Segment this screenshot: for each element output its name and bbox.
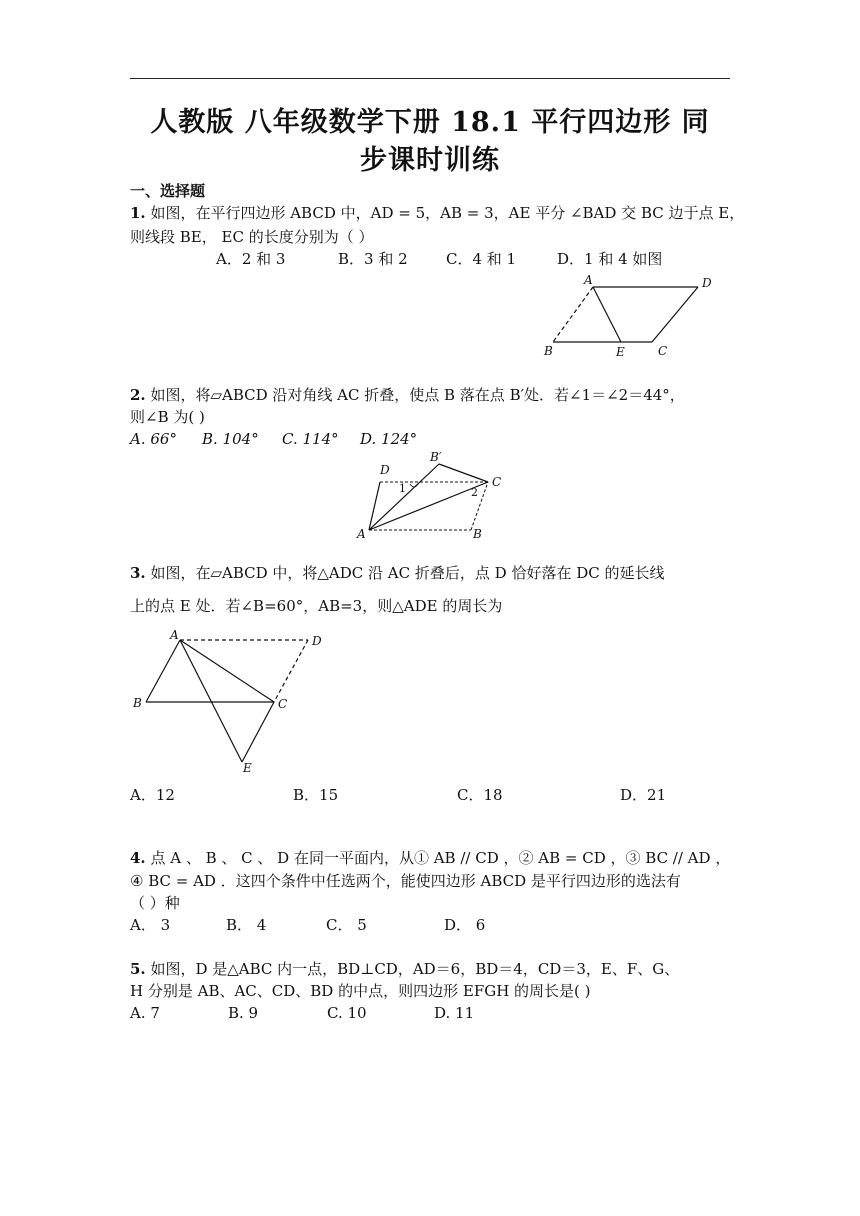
q1-option-c: C．4 和 1: [446, 250, 517, 268]
q4-line-3: （ ）种: [130, 894, 180, 912]
q2-line-2: 则∠B 为( ): [130, 408, 205, 426]
q2-label-d: D: [380, 463, 390, 477]
q2-label-a: A: [357, 527, 366, 541]
q3-option-d: D．21: [620, 786, 667, 804]
q3-number: 3.: [130, 564, 146, 582]
section-heading: 一、选择题: [130, 182, 206, 200]
q5-line-2: H 分别是 AB、AC、CD、BD 的中点，则四边形 EFGH 的周长是( ): [130, 982, 591, 1000]
q1-label-c: C: [658, 344, 668, 358]
page-title: [130, 104, 730, 180]
q3-line-2: 上的点 E 处．若∠B=60°，AB=3，则△ADE 的周长为: [130, 597, 503, 615]
q3-label-b: B: [133, 696, 142, 710]
q2-label-b: B: [473, 527, 482, 541]
q1-label-a: A: [584, 273, 593, 287]
q5-option-c: C. 10: [327, 1004, 367, 1022]
q3-option-a: A．12: [130, 786, 175, 804]
q4-text-1: 点 A 、 B 、 C 、 D 在同一平面内，从① AB // CD ，② AB = CD ，③ BC // AD ，: [150, 849, 731, 867]
title-line-1: 人教版 八年级数学下册 18.1 平行四边形 同: [150, 107, 710, 138]
q3-label-a: A: [170, 628, 179, 642]
q1-number: 1.: [130, 204, 146, 222]
q2-option-a: A. 66°: [130, 430, 177, 448]
q2-label-bprime: B′: [430, 450, 442, 464]
q2-label-c: C: [492, 475, 502, 489]
q3-text-1: 如图，在▱ABCD 中，将△ADC 沿 AC 折叠后，点 D 恰好落在 DC 的延长线: [150, 564, 665, 582]
q3-figure: [128, 626, 338, 776]
q1-option-a: A．2 和 3: [216, 250, 286, 268]
q4-option-a: A． 3: [130, 916, 171, 934]
q3-option-b: B．15: [293, 786, 339, 804]
q2-number: 2.: [130, 386, 146, 404]
q1-option-b: B．3 和 2: [338, 250, 408, 268]
q2-label-angle1: 1: [399, 482, 406, 495]
q3-option-c: C．18: [457, 786, 503, 804]
q5-option-d: D. 11: [434, 1004, 475, 1022]
q3-line-1: [130, 562, 730, 584]
q1-figure: [540, 272, 730, 362]
q2-option-c: C. 114°: [282, 430, 339, 448]
q3-label-d: D: [312, 634, 322, 648]
q1-line-2: 则线段 BE， EC 的长度分别为（ ）: [130, 228, 374, 246]
q2-option-b: B. 104°: [202, 430, 259, 448]
q3-label-e: E: [243, 761, 252, 775]
title-line-2: 步课时训练: [360, 145, 500, 176]
q4-option-c: C． 5: [326, 916, 367, 934]
q4-line-1: [130, 847, 730, 869]
q5-line-1: [130, 958, 730, 980]
q2-line-1: [130, 384, 730, 406]
q4-line-2: ④ BC = AD ．这四个条件中任选两个，能使四边形 ABCD 是平行四边形的选法有: [130, 872, 681, 890]
q3-label-c: C: [278, 697, 288, 711]
q2-text-1: 如图，将▱ABCD 沿对角线 AC 折叠，使点 B 落在点 B′处．若∠1＝∠2＝44°，: [150, 386, 685, 404]
top-rule: [130, 78, 730, 79]
q1-text-1: 如图，在平行四边形 ABCD 中，AD = 5，AB = 3，AE 平分 ∠BAD 交 BC 边于点 E，: [150, 204, 745, 222]
q2-figure: [352, 450, 512, 545]
q5-option-a: A. 7: [130, 1004, 160, 1022]
q2-label-angle2: 2: [471, 486, 478, 499]
q5-number: 5.: [130, 960, 146, 978]
q4-option-d: D． 6: [444, 916, 486, 934]
q4-number: 4.: [130, 849, 146, 867]
q1-label-e: E: [616, 345, 625, 359]
q2-option-d: D. 124°: [360, 430, 418, 448]
q1-option-d: D．1 和 4 如图: [557, 250, 663, 268]
q1-label-b: B: [544, 344, 553, 358]
q5-option-b: B. 9: [228, 1004, 259, 1022]
q4-option-b: B． 4: [226, 916, 267, 934]
q1-line-1: [130, 202, 745, 224]
q1-label-d: D: [702, 276, 712, 290]
q5-text-1: 如图，D 是△ABC 内一点，BD⊥CD，AD＝6，BD＝4，CD＝3，E、F、G、: [150, 960, 680, 978]
